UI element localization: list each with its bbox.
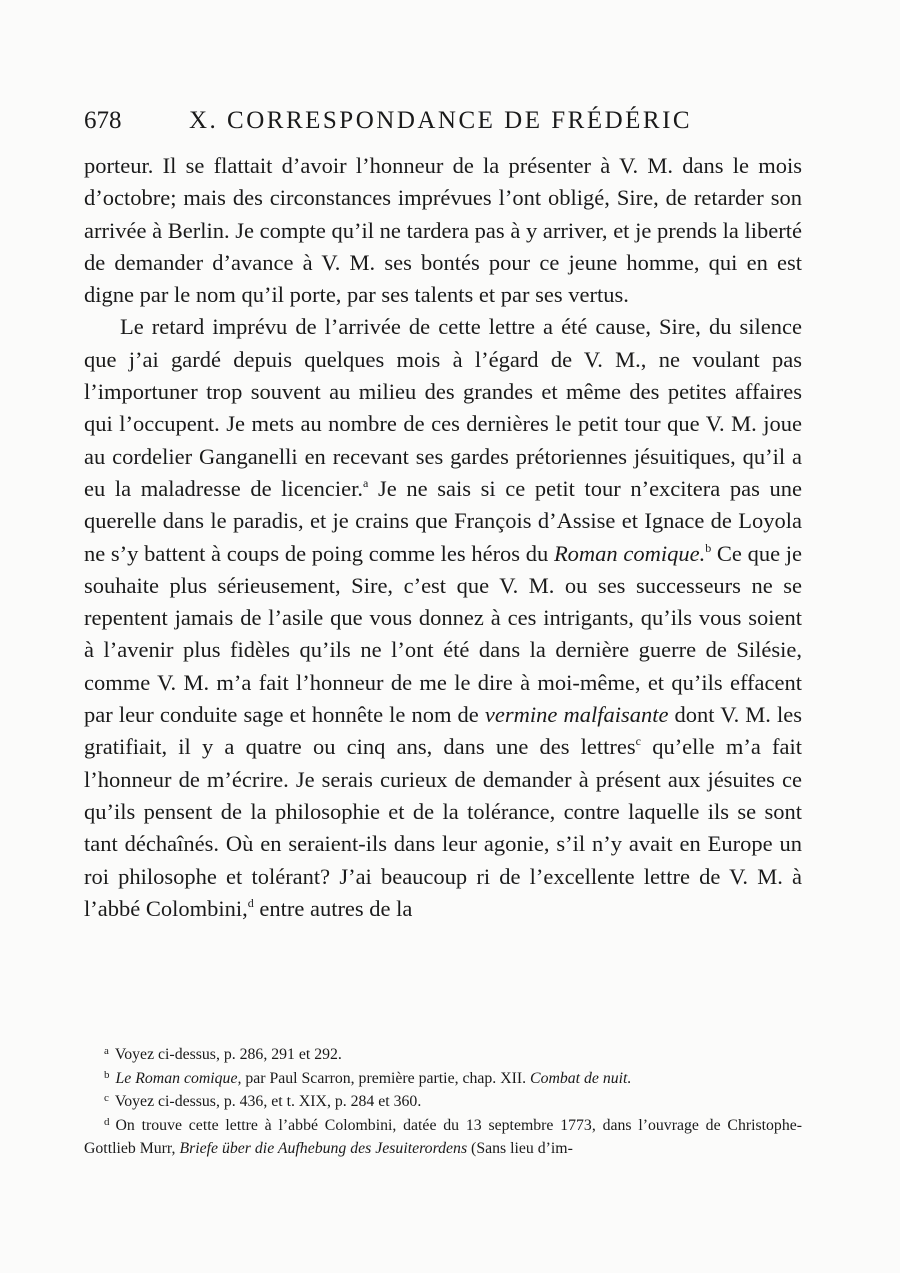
footnote-text: (Sans lieu d’im-	[467, 1140, 573, 1158]
paragraph-1: porteur. Il se flattait d’avoir l’honneur de la présenter à V. M. dans le mois d’octobre; mais des circonstances imprévues l’ont obligé, Sire, de retarder son arrivée à Berlin. Je compte qu’il ne tardera pas à y arriver, et je prends la liberté de demander d’avance à V. M. ses bontés pour ce jeune homme, qui en est digne par le nom qu’il porte, par ses talents et par ses vertus.	[84, 153, 802, 308]
italic-title-roman-comique: Roman comique.	[553, 540, 706, 566]
main-text	[84, 150, 802, 925]
text-run: Le retard imprévu de l’arrivée de cette lettre a été cause, Sire, du silence que j’ai gardé depuis quelques mois à l’égard de V. M., ne voulant pas l’importuner trop souvent au milieu des grandes et même des petites affaires qui l’occupent. Je mets au nombre de ces dernières le petit tour que V. M. joue au cordelier Ganganelli en recevant ses gardes prétoriennes jésuitiques, qu’il a eu la maladresse de licencier.	[84, 314, 802, 501]
page-header	[84, 107, 802, 141]
footnote-mark: b	[104, 1068, 110, 1081]
running-title: X. CORRESPONDANCE DE FRÉDÉRIC	[189, 107, 693, 134]
text-run: entre autres de la	[253, 895, 413, 921]
footnote-text: On trouve cette lettre à l’abbé Colombini, datée du 13 septembre 1773, dans l’ouvrage de Christophe-Gottlieb Murr,	[84, 1116, 802, 1158]
text-run: dont V. M. les gratifiait, il y a quatre ou cinq ans, dans une des lettres	[84, 702, 802, 760]
page-number: 678	[84, 107, 122, 134]
footnotes	[84, 1043, 802, 1161]
footnote-text: par Paul Scarron, première partie, chap. XII.	[241, 1069, 531, 1087]
footnote-text: Voyez ci-dessus, p. 436, et t. XIX, p. 284 et 360.	[114, 1093, 422, 1111]
footnote-c	[84, 1090, 802, 1114]
text-run: Ce que je souhaite plus sérieusement, Sire, c’est que V. M. ou ses successeurs ne se repentent jamais de l’asile que vous donnez à ces intrigants, qu’ils vous soient à l’avenir plus fidèles qu’ils ne l’ont été dans la dernière guerre de Silésie, comme V. M. m’a fait l’honneur de me le dire à moi-même, et qu’ils effacent par leur conduite sage et honnête le nom de	[84, 540, 802, 728]
footnote-text: Voyez ci-dessus, p. 286, 291 et 292.	[114, 1046, 342, 1063]
footnote-marker-a: a	[363, 475, 369, 490]
footnote-b	[84, 1067, 802, 1091]
footnote-marker-d: d	[247, 895, 254, 910]
footnote-d	[84, 1114, 802, 1161]
text-run: Je ne sais si ce petit tour n’excitera pas une querelle dans le paradis, et je crains que François d’Assise et Ignace de Loyola ne s’y battent à coups de poing comme les héros du	[84, 475, 802, 566]
italic-phrase: vermine malfaisante	[484, 702, 669, 728]
footnote-marker-c: c	[635, 734, 641, 749]
text-run: qu’elle m’a fait l’honneur de m’écrire. Je serais curieux de demander à présent aux jésuites ce qu’ils pensent de la philosophie et de la tolérance, contre laquelle ils se sont tant déchaînés. Où en seraient-ils dans leur agonie, s’il n’y avait en Europe un roi philosophe et tolérant? J’ai beaucoup ri de l’excellente lettre de V. M. à l’abbé Colombini,	[84, 734, 802, 921]
footnote-mark: c	[104, 1092, 109, 1105]
footnote-a	[84, 1043, 802, 1067]
footnote-mark: a	[104, 1045, 109, 1057]
footnote-title: Le Roman comique,	[115, 1069, 242, 1087]
footnote-title: Briefe über die Aufhebung des Jesuiterordens	[179, 1140, 468, 1158]
footnote-mark: d	[104, 1115, 110, 1128]
paragraph-2	[84, 311, 802, 925]
footnote-marker-b: b	[705, 540, 712, 555]
footnote-chapter: Combat de nuit.	[530, 1069, 632, 1087]
